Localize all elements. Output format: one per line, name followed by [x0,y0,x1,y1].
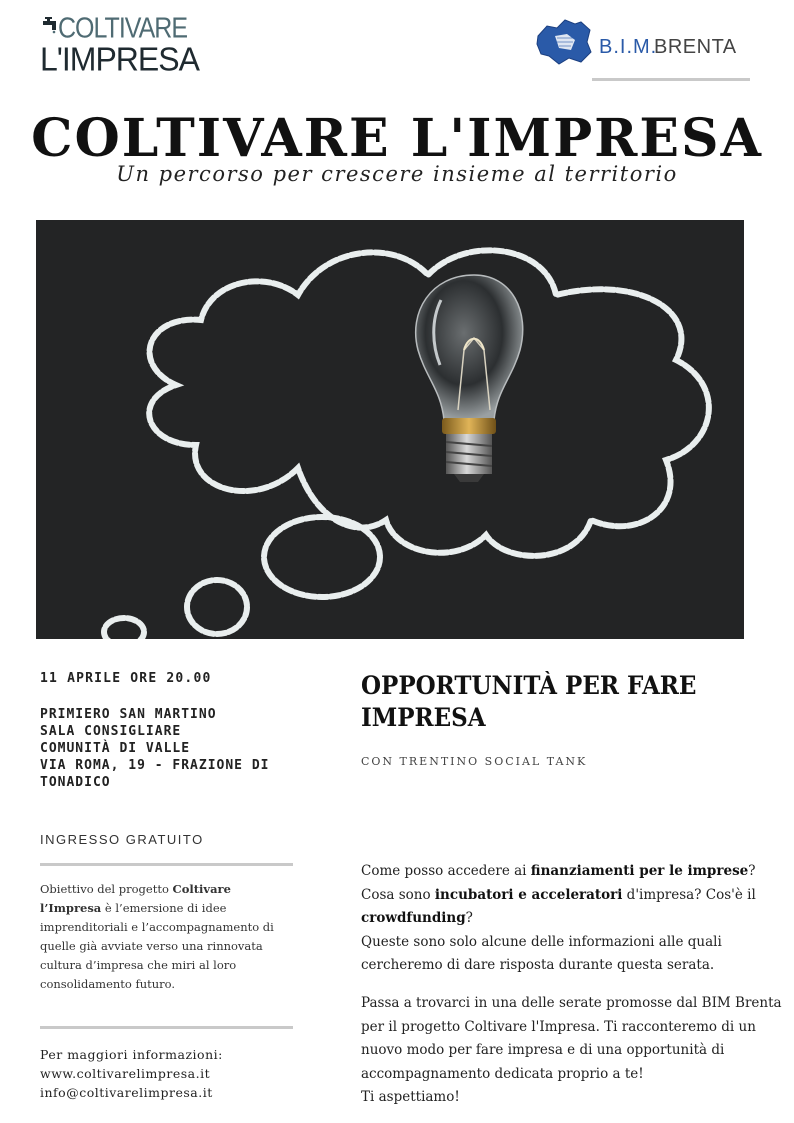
logo-line-1: COLTIVARE [58,12,187,45]
body-line: per il progetto Coltivare l'Impresa. Ti racconteremo di un [361,1018,756,1035]
event-date: 11 APRILE ORE 20.00 [40,671,212,686]
hero-image [36,220,744,639]
location-line: COMUNITÀ DI VALLE [40,741,191,756]
contact-label: Per maggiori informazioni: [40,1047,223,1062]
body-line: crowdfunding? [361,910,473,926]
page-subtitle: Un percorso per crescere insieme al territorio [116,162,678,186]
location-line: PRIMIERO SAN MARTINO [40,707,217,722]
website-link[interactable]: www.coltivarelimpresa.it [40,1066,211,1081]
event-partner: CON TRENTINO SOCIAL TANK [361,755,588,768]
email-link[interactable]: info@coltivarelimpresa.it [40,1085,213,1100]
coltivare-impresa-logo [40,12,199,78]
page-title: COLTIVARE L'IMPRESA [31,108,763,169]
body-line: Come posso accedere ai finanziamenti per le imprese? [361,863,756,879]
body-questions [361,860,761,978]
logo-brenta: BRENTA [654,36,737,58]
objective-text: Obiettivo del progetto [40,882,173,896]
trentino-map-icon [535,18,593,66]
objective-text: è l’emersione di idee imprenditoriali e l’accompagnamento di quelle già avviate verso una rinnovata cultura d’impresa che miri al loro consolidamento futuro. [40,901,274,991]
event-location [40,706,300,791]
body-line: Queste sono solo alcune delle informazioni alle quali [361,933,722,950]
divider [40,1026,293,1029]
project-name: Coltivare l’Impresa [40,882,231,915]
body-line: Ti aspettiamo! [361,1089,460,1105]
divider [40,863,293,866]
location-line: SALA CONSIGLIARE [40,724,182,739]
faucet-icon [42,16,58,34]
logo-bim: B.I.M. [599,36,658,58]
body-line: accompagnamento dedicata proprio a te! [361,1065,644,1082]
location-line: TONADICO [40,775,111,790]
body-line: Cosa sono incubatori e acceleratori d'impresa? Cos'è il [361,886,756,903]
body-line: nuovo modo per fare impresa e di una opportunità di [361,1042,725,1058]
logo-divider [592,78,750,81]
body-line: Passa a trovarci in una delle serate promosse dal BIM Brenta [361,995,782,1011]
project-objective [40,880,295,994]
body-invitation [361,992,782,1110]
bim-brenta-logo [535,18,750,70]
admission-label: INGRESSO GRATUITO [40,832,204,847]
logo-line-2: L'IMPRESA [40,40,199,78]
body-line: cercheremo di dare risposta durante questa serata. [361,957,715,973]
contact-info [40,1045,300,1102]
event-title: OPPORTUNITÀ PER FARE IMPRESA [361,671,697,732]
location-line: VIA ROMA, 19 - FRAZIONE DI [40,758,270,773]
